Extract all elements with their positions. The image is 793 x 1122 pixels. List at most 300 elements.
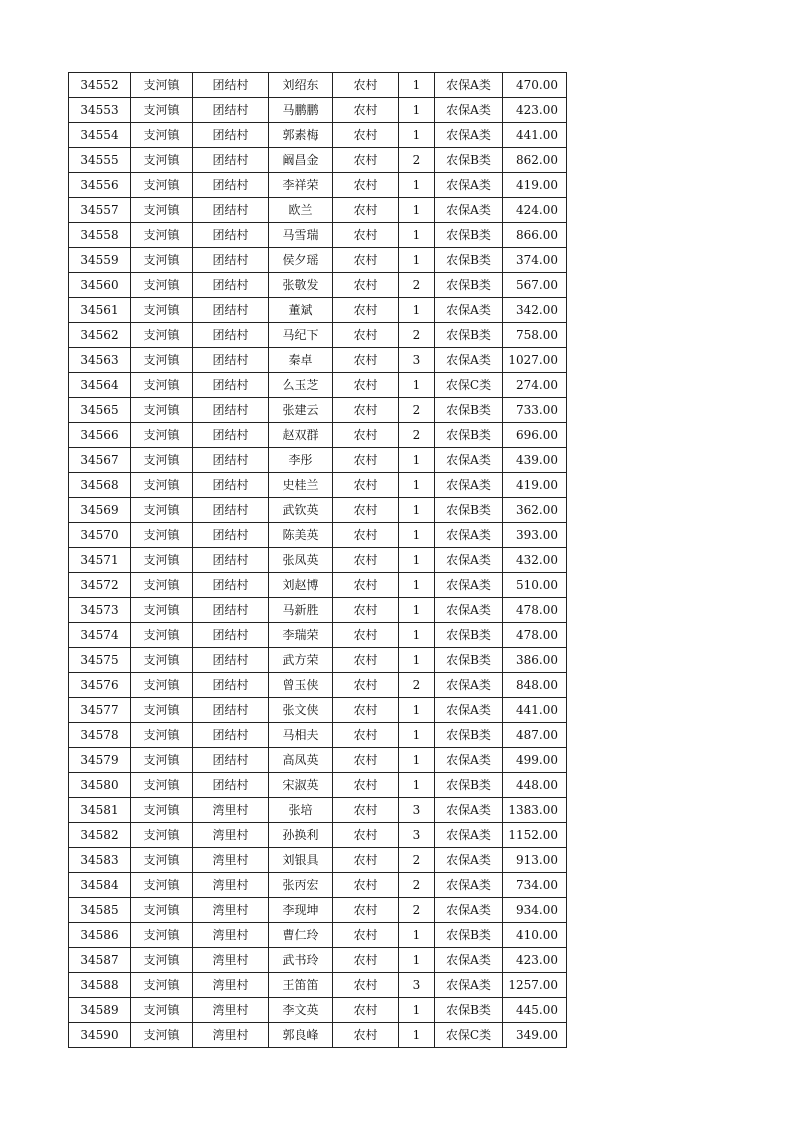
amount-cell: 733.00 [503,398,567,423]
table-row [69,923,567,948]
table-row [69,623,567,648]
household-count-cell: 2 [399,323,435,348]
amount-cell: 487.00 [503,723,567,748]
row-id-cell: 34575 [69,648,131,673]
table-row [69,473,567,498]
household-count-cell: 1 [399,573,435,598]
area-type-cell: 农村 [333,123,399,148]
amount-cell: 934.00 [503,898,567,923]
name-cell: 陈美英 [269,523,333,548]
row-id-cell: 34576 [69,673,131,698]
amount-cell: 432.00 [503,548,567,573]
area-type-cell: 农村 [333,423,399,448]
name-cell: 马纪下 [269,323,333,348]
table-row [69,998,567,1023]
table-row [69,973,567,998]
insurance-category-cell: 农保A类 [435,523,503,548]
household-count-cell: 1 [399,373,435,398]
household-count-cell: 1 [399,698,435,723]
village-cell: 团结村 [193,723,269,748]
table-row [69,323,567,348]
village-cell: 湾里村 [193,1023,269,1048]
row-id-cell: 34571 [69,548,131,573]
insurance-category-cell: 农保C类 [435,1023,503,1048]
table-row [69,298,567,323]
row-id-cell: 34577 [69,698,131,723]
row-id-cell: 34565 [69,398,131,423]
row-id-cell: 34564 [69,373,131,398]
village-cell: 团结村 [193,698,269,723]
table-row [69,773,567,798]
village-cell: 团结村 [193,598,269,623]
row-id-cell: 34567 [69,448,131,473]
area-type-cell: 农村 [333,773,399,798]
table-row [69,873,567,898]
insurance-category-cell: 农保A类 [435,173,503,198]
amount-cell: 448.00 [503,773,567,798]
area-type-cell: 农村 [333,898,399,923]
household-count-cell: 2 [399,898,435,923]
amount-cell: 342.00 [503,298,567,323]
village-cell: 团结村 [193,548,269,573]
household-count-cell: 1 [399,598,435,623]
insurance-category-cell: 农保A类 [435,748,503,773]
table-row [69,798,567,823]
table-row [69,698,567,723]
insurance-category-cell: 农保A类 [435,548,503,573]
household-count-cell: 1 [399,1023,435,1048]
town-cell: 支河镇 [131,373,193,398]
name-cell: 马新胜 [269,598,333,623]
amount-cell: 439.00 [503,448,567,473]
area-type-cell: 农村 [333,648,399,673]
insurance-category-cell: 农保A类 [435,473,503,498]
amount-cell: 1257.00 [503,973,567,998]
name-cell: 武钦英 [269,498,333,523]
table-row [69,723,567,748]
village-cell: 团结村 [193,173,269,198]
table-row [69,198,567,223]
town-cell: 支河镇 [131,98,193,123]
area-type-cell: 农村 [333,98,399,123]
amount-cell: 374.00 [503,248,567,273]
name-cell: 曾玉侠 [269,673,333,698]
insurance-category-cell: 农保B类 [435,423,503,448]
row-id-cell: 34586 [69,923,131,948]
name-cell: 武方荣 [269,648,333,673]
name-cell: 侯夕瑶 [269,248,333,273]
area-type-cell: 农村 [333,73,399,98]
table-row [69,498,567,523]
area-type-cell: 农村 [333,223,399,248]
amount-cell: 696.00 [503,423,567,448]
table-row [69,673,567,698]
village-cell: 团结村 [193,373,269,398]
name-cell: 张建云 [269,398,333,423]
name-cell: 马相夫 [269,723,333,748]
area-type-cell: 农村 [333,798,399,823]
area-type-cell: 农村 [333,523,399,548]
area-type-cell: 农村 [333,973,399,998]
table-row [69,398,567,423]
row-id-cell: 34589 [69,998,131,1023]
village-cell: 团结村 [193,73,269,98]
village-cell: 湾里村 [193,948,269,973]
insurance-category-cell: 农保A类 [435,673,503,698]
town-cell: 支河镇 [131,673,193,698]
row-id-cell: 34573 [69,598,131,623]
area-type-cell: 农村 [333,748,399,773]
insurance-category-cell: 农保B类 [435,923,503,948]
name-cell: 张文侠 [269,698,333,723]
town-cell: 支河镇 [131,973,193,998]
area-type-cell: 农村 [333,848,399,873]
area-type-cell: 农村 [333,248,399,273]
area-type-cell: 农村 [333,948,399,973]
amount-cell: 441.00 [503,698,567,723]
household-count-cell: 3 [399,348,435,373]
row-id-cell: 34581 [69,798,131,823]
insurance-category-cell: 农保A类 [435,898,503,923]
table-row [69,173,567,198]
amount-cell: 419.00 [503,473,567,498]
row-id-cell: 34570 [69,523,131,548]
insurance-category-cell: 农保A类 [435,198,503,223]
amount-cell: 470.00 [503,73,567,98]
town-cell: 支河镇 [131,273,193,298]
row-id-cell: 34563 [69,348,131,373]
area-type-cell: 农村 [333,273,399,298]
name-cell: 张培 [269,798,333,823]
town-cell: 支河镇 [131,248,193,273]
name-cell: 李彤 [269,448,333,473]
table-row [69,1023,567,1048]
amount-cell: 274.00 [503,373,567,398]
town-cell: 支河镇 [131,198,193,223]
name-cell: 赵双群 [269,423,333,448]
area-type-cell: 农村 [333,998,399,1023]
town-cell: 支河镇 [131,423,193,448]
town-cell: 支河镇 [131,948,193,973]
name-cell: 李祥荣 [269,173,333,198]
table-row [69,248,567,273]
town-cell: 支河镇 [131,923,193,948]
village-cell: 团结村 [193,573,269,598]
town-cell: 支河镇 [131,698,193,723]
amount-cell: 734.00 [503,873,567,898]
amount-cell: 478.00 [503,623,567,648]
insurance-category-cell: 农保B类 [435,398,503,423]
insurance-category-cell: 农保A类 [435,123,503,148]
data-table [68,72,567,1048]
village-cell: 湾里村 [193,873,269,898]
village-cell: 湾里村 [193,923,269,948]
table-row [69,948,567,973]
amount-cell: 423.00 [503,948,567,973]
insurance-category-cell: 农保A类 [435,798,503,823]
table-row [69,423,567,448]
area-type-cell: 农村 [333,723,399,748]
insurance-category-cell: 农保B类 [435,998,503,1023]
village-cell: 团结村 [193,298,269,323]
area-type-cell: 农村 [333,198,399,223]
name-cell: 欧兰 [269,198,333,223]
area-type-cell: 农村 [333,823,399,848]
insurance-category-cell: 农保A类 [435,698,503,723]
household-count-cell: 2 [399,273,435,298]
table-row [69,523,567,548]
household-count-cell: 1 [399,548,435,573]
area-type-cell: 农村 [333,298,399,323]
table-row [69,823,567,848]
amount-cell: 445.00 [503,998,567,1023]
row-id-cell: 34559 [69,248,131,273]
household-count-cell: 1 [399,73,435,98]
row-id-cell: 34580 [69,773,131,798]
name-cell: 李瑞荣 [269,623,333,648]
amount-cell: 1152.00 [503,823,567,848]
row-id-cell: 34590 [69,1023,131,1048]
amount-cell: 499.00 [503,748,567,773]
row-id-cell: 34566 [69,423,131,448]
village-cell: 团结村 [193,348,269,373]
area-type-cell: 农村 [333,148,399,173]
household-count-cell: 1 [399,748,435,773]
household-count-cell: 1 [399,623,435,648]
name-cell: 李现坤 [269,898,333,923]
insurance-category-cell: 农保A类 [435,573,503,598]
insurance-category-cell: 农保A类 [435,348,503,373]
household-count-cell: 1 [399,773,435,798]
town-cell: 支河镇 [131,298,193,323]
town-cell: 支河镇 [131,998,193,1023]
insurance-category-cell: 农保B类 [435,248,503,273]
table-row [69,373,567,398]
amount-cell: 510.00 [503,573,567,598]
village-cell: 湾里村 [193,798,269,823]
town-cell: 支河镇 [131,773,193,798]
village-cell: 团结村 [193,148,269,173]
insurance-category-cell: 农保A类 [435,598,503,623]
insurance-category-cell: 农保A类 [435,823,503,848]
village-cell: 团结村 [193,523,269,548]
town-cell: 支河镇 [131,723,193,748]
town-cell: 支河镇 [131,523,193,548]
town-cell: 支河镇 [131,73,193,98]
area-type-cell: 农村 [333,348,399,373]
village-cell: 团结村 [193,648,269,673]
household-count-cell: 1 [399,923,435,948]
town-cell: 支河镇 [131,173,193,198]
household-count-cell: 1 [399,998,435,1023]
household-count-cell: 1 [399,723,435,748]
household-count-cell: 2 [399,873,435,898]
area-type-cell: 农村 [333,873,399,898]
insurance-category-cell: 农保A类 [435,298,503,323]
table-row [69,148,567,173]
insurance-category-cell: 农保B类 [435,323,503,348]
name-cell: 郭素梅 [269,123,333,148]
table-row [69,98,567,123]
town-cell: 支河镇 [131,748,193,773]
area-type-cell: 农村 [333,598,399,623]
town-cell: 支河镇 [131,448,193,473]
town-cell: 支河镇 [131,573,193,598]
table-row [69,573,567,598]
row-id-cell: 34572 [69,573,131,598]
name-cell: 董斌 [269,298,333,323]
row-id-cell: 34585 [69,898,131,923]
name-cell: 阚昌金 [269,148,333,173]
household-count-cell: 2 [399,673,435,698]
village-cell: 团结村 [193,398,269,423]
village-cell: 团结村 [193,273,269,298]
name-cell: 马鹏鹏 [269,98,333,123]
amount-cell: 862.00 [503,148,567,173]
area-type-cell: 农村 [333,173,399,198]
household-count-cell: 3 [399,973,435,998]
table-row [69,598,567,623]
town-cell: 支河镇 [131,623,193,648]
household-count-cell: 1 [399,523,435,548]
insurance-category-cell: 农保A类 [435,973,503,998]
household-count-cell: 1 [399,198,435,223]
insurance-category-cell: 农保A类 [435,873,503,898]
village-cell: 团结村 [193,773,269,798]
insurance-category-cell: 农保B类 [435,498,503,523]
name-cell: 李文英 [269,998,333,1023]
household-count-cell: 2 [399,423,435,448]
insurance-category-cell: 农保B类 [435,723,503,748]
household-count-cell: 1 [399,448,435,473]
table-row [69,748,567,773]
name-cell: 郭良峰 [269,1023,333,1048]
name-cell: 秦卓 [269,348,333,373]
area-type-cell: 农村 [333,398,399,423]
table-body [69,73,567,1048]
name-cell: 刘赵博 [269,573,333,598]
household-count-cell: 3 [399,823,435,848]
household-count-cell: 1 [399,98,435,123]
insurance-category-cell: 农保B类 [435,223,503,248]
town-cell: 支河镇 [131,898,193,923]
amount-cell: 423.00 [503,98,567,123]
area-type-cell: 农村 [333,448,399,473]
village-cell: 团结村 [193,323,269,348]
village-cell: 团结村 [193,198,269,223]
insurance-category-cell: 农保A类 [435,73,503,98]
amount-cell: 1027.00 [503,348,567,373]
name-cell: 刘绍东 [269,73,333,98]
town-cell: 支河镇 [131,548,193,573]
name-cell: 张丙宏 [269,873,333,898]
row-id-cell: 34574 [69,623,131,648]
insurance-category-cell: 农保B类 [435,148,503,173]
table-row [69,223,567,248]
town-cell: 支河镇 [131,398,193,423]
table-row [69,73,567,98]
table-row [69,448,567,473]
village-cell: 湾里村 [193,973,269,998]
area-type-cell: 农村 [333,498,399,523]
town-cell: 支河镇 [131,123,193,148]
area-type-cell: 农村 [333,323,399,348]
row-id-cell: 34562 [69,323,131,348]
amount-cell: 478.00 [503,598,567,623]
insurance-category-cell: 农保B类 [435,648,503,673]
town-cell: 支河镇 [131,473,193,498]
name-cell: 武书玲 [269,948,333,973]
row-id-cell: 34553 [69,98,131,123]
name-cell: 高凤英 [269,748,333,773]
table-row [69,348,567,373]
name-cell: 刘银具 [269,848,333,873]
name-cell: 曹仁玲 [269,923,333,948]
area-type-cell: 农村 [333,1023,399,1048]
table-row [69,273,567,298]
village-cell: 团结村 [193,473,269,498]
town-cell: 支河镇 [131,823,193,848]
row-id-cell: 34552 [69,73,131,98]
household-count-cell: 1 [399,648,435,673]
name-cell: 张敬发 [269,273,333,298]
amount-cell: 362.00 [503,498,567,523]
area-type-cell: 农村 [333,548,399,573]
row-id-cell: 34568 [69,473,131,498]
area-type-cell: 农村 [333,473,399,498]
village-cell: 团结村 [193,123,269,148]
area-type-cell: 农村 [333,698,399,723]
row-id-cell: 34579 [69,748,131,773]
amount-cell: 567.00 [503,273,567,298]
town-cell: 支河镇 [131,348,193,373]
amount-cell: 1383.00 [503,798,567,823]
amount-cell: 393.00 [503,523,567,548]
row-id-cell: 34584 [69,873,131,898]
area-type-cell: 农村 [333,623,399,648]
village-cell: 湾里村 [193,823,269,848]
household-count-cell: 1 [399,173,435,198]
insurance-category-cell: 农保A类 [435,98,503,123]
town-cell: 支河镇 [131,873,193,898]
amount-cell: 848.00 [503,673,567,698]
village-cell: 团结村 [193,248,269,273]
village-cell: 团结村 [193,98,269,123]
insurance-category-cell: 农保B类 [435,273,503,298]
row-id-cell: 34569 [69,498,131,523]
row-id-cell: 34561 [69,298,131,323]
amount-cell: 419.00 [503,173,567,198]
table-row [69,898,567,923]
household-count-cell: 3 [399,798,435,823]
town-cell: 支河镇 [131,598,193,623]
town-cell: 支河镇 [131,798,193,823]
row-id-cell: 34582 [69,823,131,848]
name-cell: 么玉芝 [269,373,333,398]
row-id-cell: 34588 [69,973,131,998]
household-count-cell: 1 [399,298,435,323]
table-row [69,123,567,148]
amount-cell: 424.00 [503,198,567,223]
village-cell: 团结村 [193,448,269,473]
insurance-category-cell: 农保B类 [435,623,503,648]
town-cell: 支河镇 [131,148,193,173]
household-count-cell: 2 [399,398,435,423]
town-cell: 支河镇 [131,848,193,873]
area-type-cell: 农村 [333,923,399,948]
insurance-category-cell: 农保A类 [435,448,503,473]
area-type-cell: 农村 [333,673,399,698]
